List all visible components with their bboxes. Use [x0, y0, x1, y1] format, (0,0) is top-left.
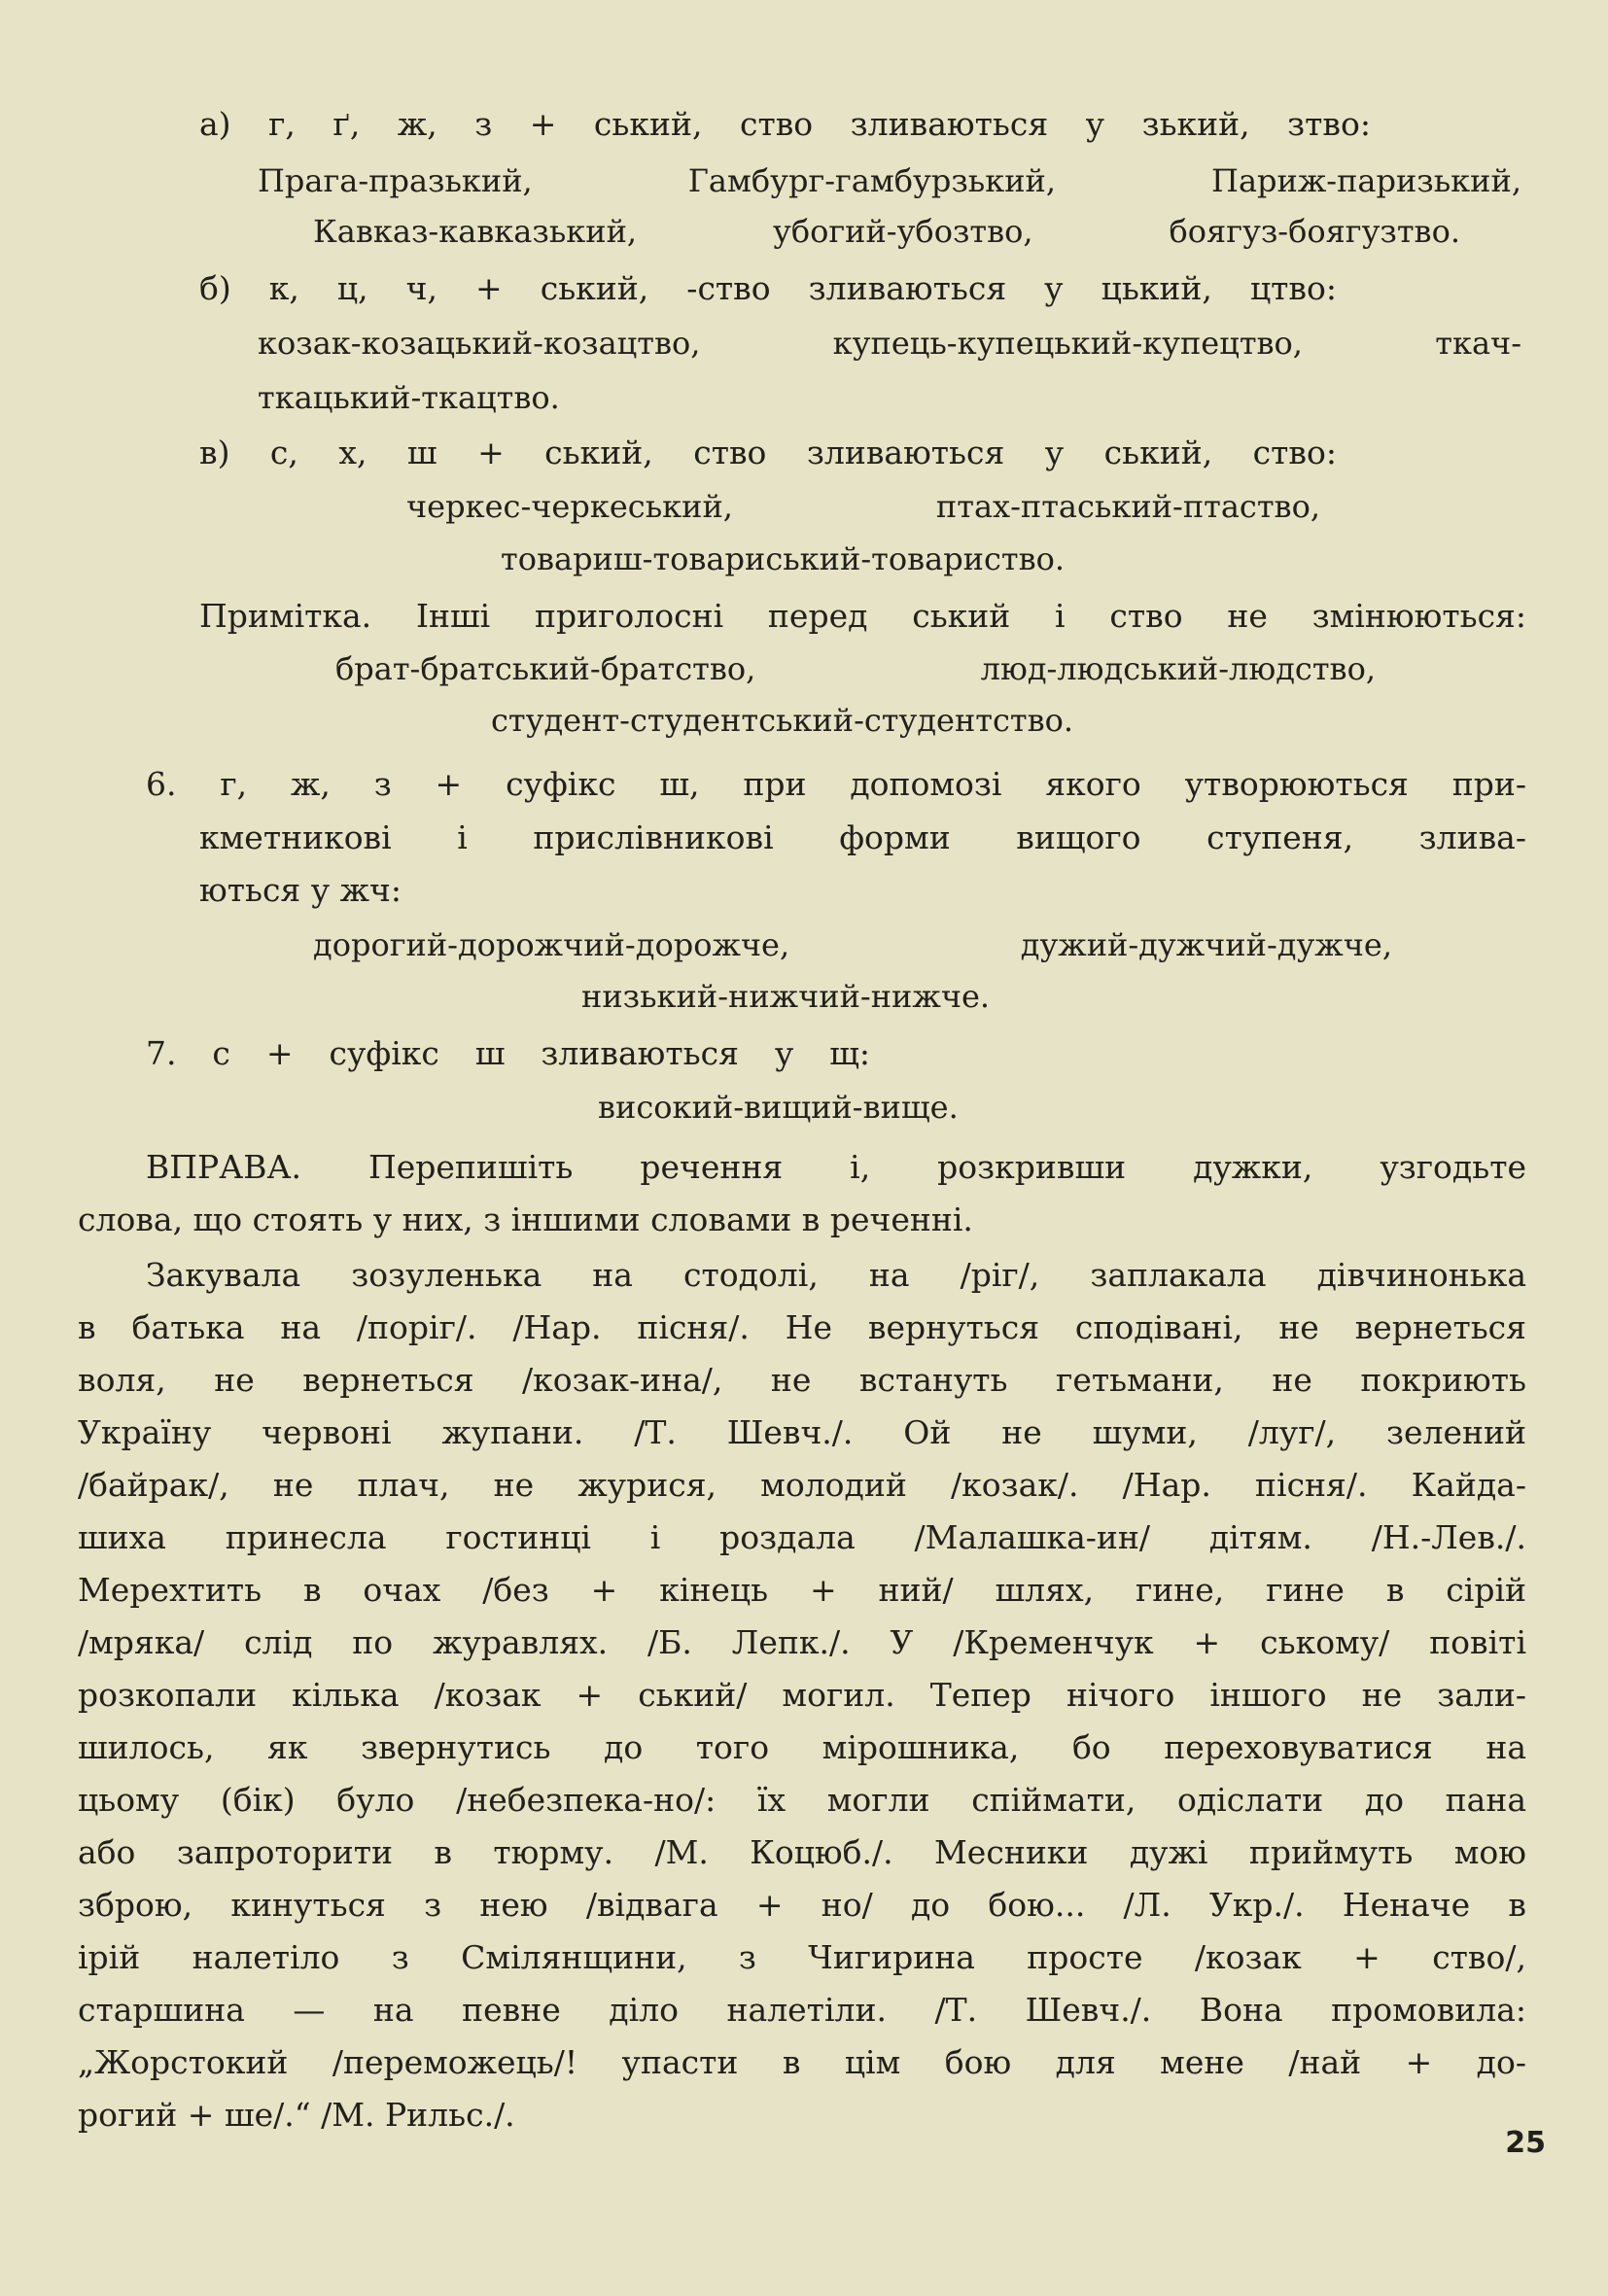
- rule-c-header: в) с, х, ш + ський, ство зливаються у ський, ство:: [199, 434, 1337, 471]
- exercise-line: зброю, кинуться з нею /відвага + но/ до бою... /Л. Укр./. Неначе в: [78, 1886, 1526, 1924]
- rule-6-line: кметникові і прислівникові форми вищого ступеня, злива-: [199, 818, 1526, 856]
- rule-6-example-line: низький-нижчий-нижче.: [581, 978, 991, 1015]
- note-line: Примітка. Інші приголосні перед ський і ство не змінюються:: [199, 597, 1526, 635]
- exercise-line: воля, не вернеться /козак-ина/, не встануть гетьмани, не покриють: [78, 1361, 1526, 1399]
- note-example-line: студент-студентський-студентство.: [491, 702, 1074, 739]
- exercise-line: Закувала зозуленька на стодолі, на /ріг/, заплакала дівчинонька: [146, 1256, 1526, 1294]
- exercise-line: ВПРАВА. Перепишіть речення і, розкривши дужки, узгодьте: [146, 1148, 1526, 1186]
- rule-b-header: б) к, ц, ч, + ський, -ство зливаються у цький, цтво:: [199, 269, 1337, 307]
- exercise-line: „Жорстокий /переможець/! упасти в цім бою для мене /най + до-: [78, 2043, 1526, 2081]
- exercise-line: в батька на /поріг/. /Нар. пісня/. Не вернуться сподівані, не вернеться: [78, 1308, 1526, 1346]
- exercise-line: розкопали кілька /козак + ський/ могил. Тепер нічого іншого не зали-: [78, 1676, 1526, 1714]
- rule-a-example-line: Прага-празький, Гамбург-гамбурзький, Париж-паризький,: [258, 162, 1521, 199]
- rule-7-line: 7. с + суфікс ш зливаються у щ:: [146, 1034, 870, 1072]
- exercise-line: шиха принесла гостинці і роздала /Малашка-ин/ дітям. /Н.-Лев./.: [78, 1518, 1526, 1556]
- exercise-line: шилось, як звернутись до того мірошника, бо переховуватися на: [78, 1728, 1526, 1766]
- exercise-line: рогий + ше/.“ /М. Рильс./.: [78, 2096, 515, 2134]
- exercise-line: слова, що стоять у них, з іншими словами в реченні.: [78, 1200, 973, 1238]
- exercise-line: ірій налетіло з Смілянщини, з Чигирина просте /козак + ство/,: [78, 1938, 1526, 1976]
- page-number: 25: [1505, 2126, 1546, 2160]
- exercise-line: Україну червоні жупани. /Т. Шевч./. Ой не шуми, /луг/, зелений: [78, 1413, 1526, 1451]
- rule-a-header: а) г, ґ, ж, з + ський, ство зливаються у зький, зтво:: [199, 105, 1371, 143]
- exercise-line: /байрак/, не плач, не журися, молодий /козак/. /Нар. пісня/. Кайда-: [78, 1466, 1526, 1504]
- rule-6-example-line: дорогий-дорожчий-дорожче, дужий-дужчий-дужче,: [313, 926, 1392, 963]
- exercise-line: цьому (бік) було /небезпека-но/: їх могли спіймати, одіслати до пана: [78, 1781, 1526, 1819]
- rule-6-line: ються у жч:: [199, 871, 402, 909]
- rule-b-example-line: ткацький-ткацтво.: [258, 379, 560, 416]
- rule-a-example-line: Кавказ-кавказький, убогий-убозтво, боягуз-боягузтво.: [313, 213, 1460, 250]
- rule-c-example-line: черкес-черкеський, птах-птаський-птаство,: [406, 488, 1320, 525]
- rule-6-line: 6. г, ж, з + суфікс ш, при допомозі якого утворюються при-: [146, 765, 1526, 803]
- exercise-line: /мряка/ слід по журавлях. /Б. Лепк./. У /Кременчук + ському/ повіті: [78, 1623, 1526, 1661]
- rule-b-example-line: козак-козацький-козацтво, купець-купецький-купецтво, ткач-: [258, 325, 1521, 362]
- rule-7-example-line: високий-вищий-вище.: [598, 1089, 959, 1126]
- exercise-line: Мерехтить в очах /без + кінець + ний/ шлях, гине, гине в сірій: [78, 1571, 1526, 1609]
- rule-c-example-line: товариш-товариський-товариство.: [501, 540, 1066, 577]
- note-example-line: брат-братський-братство, люд-людський-людство,: [335, 650, 1376, 687]
- exercise-line: або запроторити в тюрму. /М. Коцюб./. Месники дужі приймуть мою: [78, 1833, 1526, 1871]
- exercise-line: старшина — на певне діло налетіли. /Т. Шевч./. Вона промовила:: [78, 1991, 1526, 2029]
